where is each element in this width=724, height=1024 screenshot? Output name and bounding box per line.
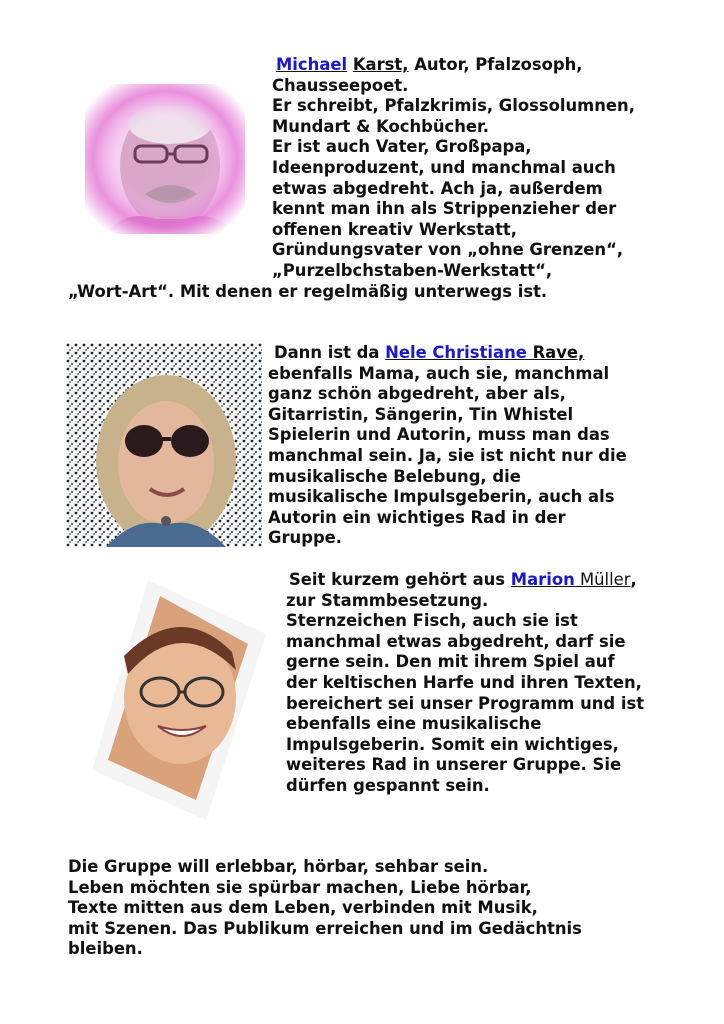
text-line: zur Stammbesetzung.	[286, 590, 489, 610]
marion-last-name: Müller	[574, 570, 631, 589]
text-line: Gründungsvater von „ohne Grenzen“,	[272, 240, 624, 260]
text-line: bleiben.	[68, 939, 143, 959]
text-line: musikalische Impulsgeberin, auch als	[268, 487, 615, 507]
text-line: manchmal etwas abgedreht, darf sie	[286, 631, 626, 651]
text-line: Autorin ein wichtiges Rad in der	[268, 507, 566, 527]
closing-paragraph	[68, 857, 582, 960]
text-line: ganz schön abgedreht, aber als,	[268, 384, 566, 404]
text-line: „Wort-Art“. Mit denen er regelmäßig unterwegs ist.	[68, 282, 548, 301]
photo-michael-karst	[85, 84, 245, 234]
text-line: Gruppe.	[268, 528, 343, 548]
michael-last-name: Karst,	[352, 55, 409, 74]
section-michael-text	[272, 55, 635, 282]
nele-intro: Dann ist da	[274, 343, 386, 362]
text-line: manchmal sein. Ja, sie ist nicht nur die	[268, 445, 627, 465]
text-line: Impulsgeberin. Somit ein wichtiges,	[286, 734, 619, 754]
photo-nele-christiane-rave	[66, 343, 262, 547]
text-line: ebenfalls eine musikalische	[286, 714, 542, 734]
text-line: „Purzelbchstaben-Werkstatt“,	[272, 260, 553, 280]
text-line: musikalische Belebung, die	[268, 466, 521, 486]
text-line: Spielerin und Autorin, muss man das	[268, 425, 610, 445]
nele-last-name: Rave,	[526, 343, 585, 362]
text-line: Er ist auch Vater, Großpapa,	[272, 137, 532, 157]
section-michael-last-line	[68, 282, 547, 303]
text-line: gerne sein. Den mit ihrem Spiel auf	[286, 652, 615, 672]
text-line: ebenfalls Mama, auch sie, manchmal	[268, 363, 610, 383]
link-marion[interactable]: Marion	[510, 570, 575, 589]
michael-roles: Autor, Pfalzosoph,	[408, 55, 583, 74]
text-line: dürfen gespannt sein.	[286, 775, 490, 795]
marion-intro: Seit kurzem gehört aus	[289, 570, 511, 589]
text-line: Gitarristin, Sängerin, Tin Whistel	[268, 404, 574, 424]
link-nele-christiane[interactable]: Nele Christiane	[385, 343, 527, 362]
text-line: Mundart & Kochbücher.	[272, 116, 489, 136]
photo-marion-mueller	[88, 574, 268, 826]
text-line: Leben möchten sie spürbar machen, Liebe hörbar,	[68, 877, 532, 897]
text-line: Die Gruppe will erlebbar, hörbar, sehbar sein.	[68, 857, 489, 876]
text-line: Texte mitten aus dem Leben, verbinden mit Musik,	[68, 898, 538, 918]
section-marion-text	[286, 570, 644, 797]
text-line: etwas abgedreht. Ach ja, außerdem	[272, 178, 603, 198]
text-line: Ideenproduzent, und manchmal auch	[272, 157, 616, 177]
link-michael[interactable]: Michael	[276, 55, 348, 74]
text-line: Chausseepoet.	[272, 75, 409, 95]
text-line: Er schreibt, Pfalzkrimis, Glossolumnen,	[272, 96, 635, 116]
text-line: mit Szenen. Das Publikum erreichen und im Gedächtnis	[68, 918, 582, 938]
text-line: bereichert sei unser Programm und ist	[286, 693, 645, 713]
text-line: der keltischen Harfe und ihren Texten,	[286, 672, 642, 692]
text-line: offenen kreativ Werkstatt,	[272, 219, 517, 239]
text-line: kennt man ihn als Strippenzieher der	[272, 199, 617, 219]
marion-comma: ,	[630, 570, 637, 589]
text-line: weiteres Rad in unserer Gruppe. Sie	[286, 755, 622, 775]
section-nele-text	[268, 343, 627, 549]
text-line: Sternzeichen Fisch, auch sie ist	[286, 611, 578, 631]
